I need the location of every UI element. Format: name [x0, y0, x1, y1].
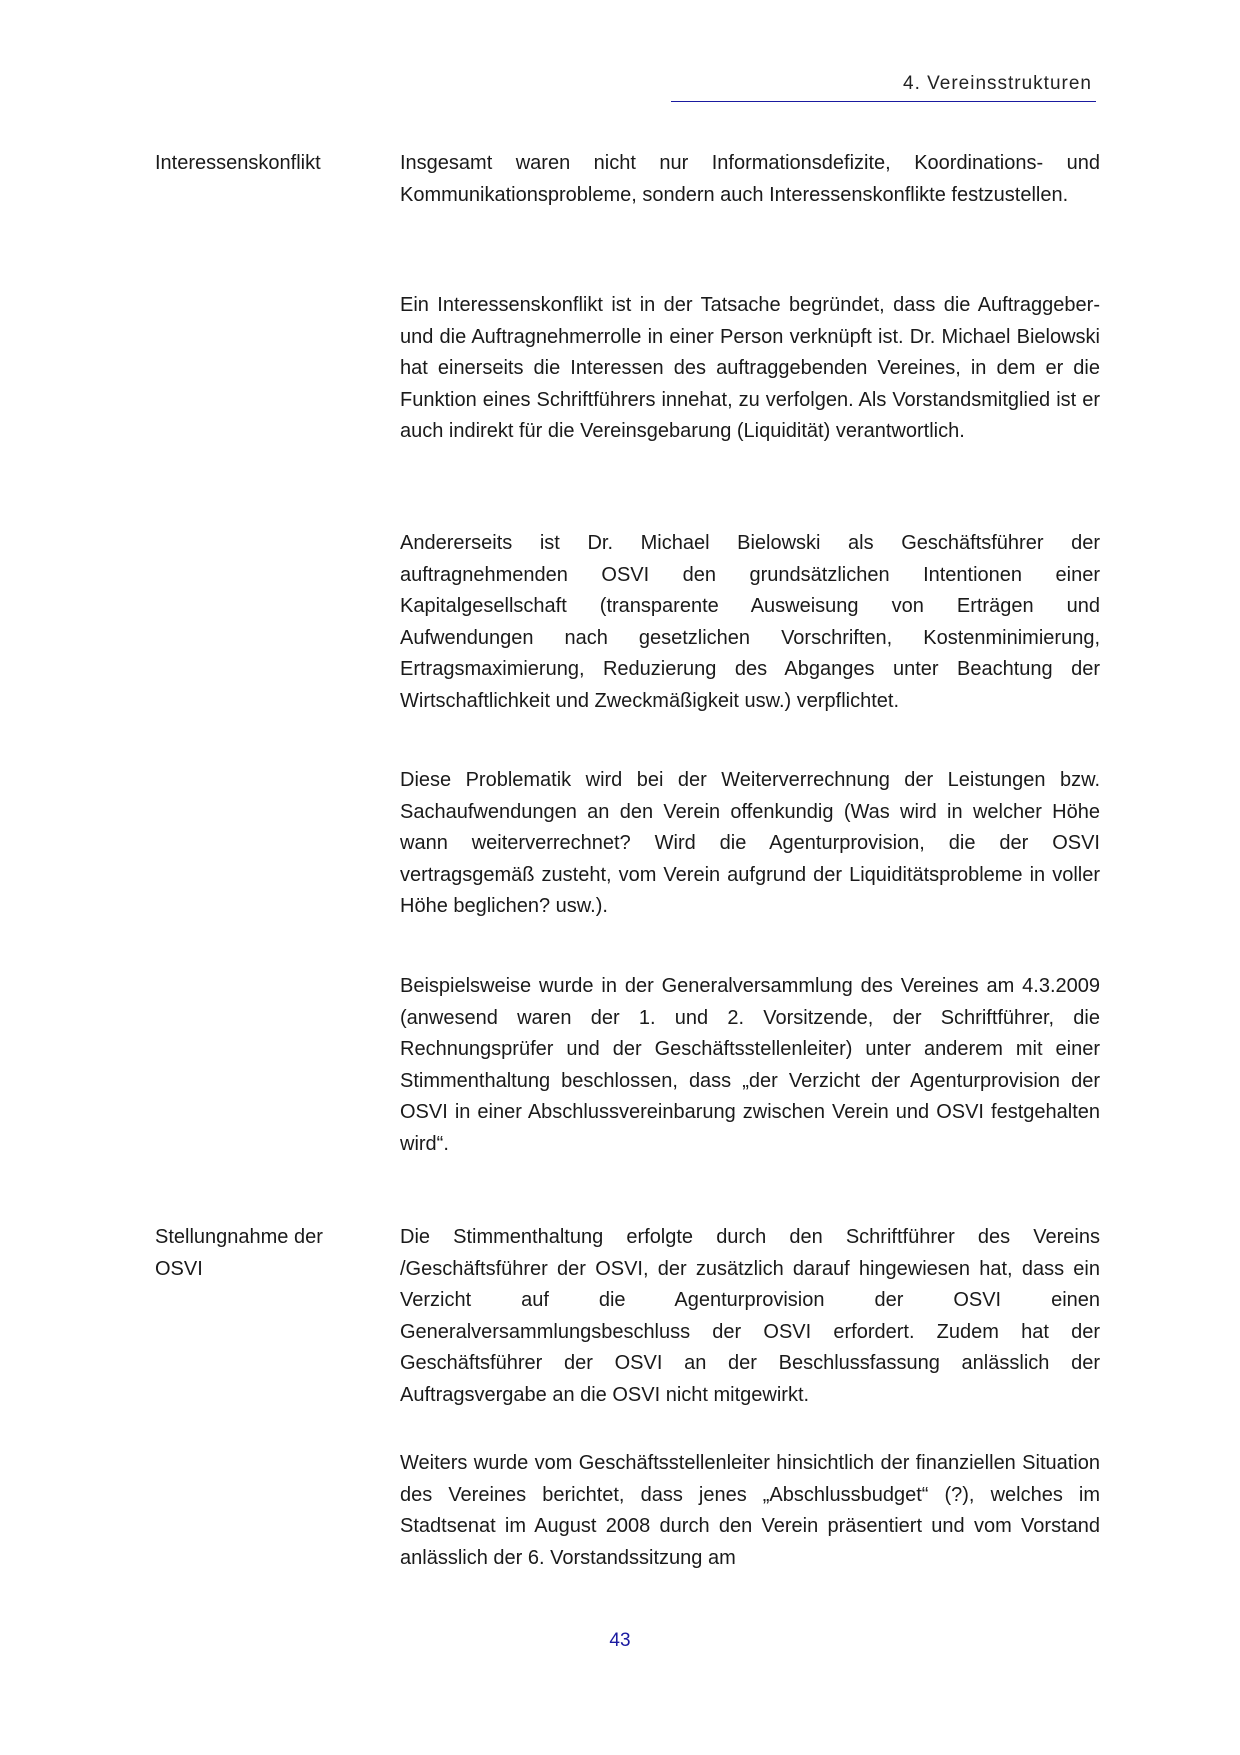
header-rule: [671, 101, 1096, 102]
paragraph-5: Beispielsweise wurde in der Generalversammlung des Vereines am 4.3.2009 (anwesend waren der 1. und 2. Vorsitzende, der Schriftführer, die Rechnungsprüfer und der Geschäftsstellenleiter) unter anderem mit einer Stimmenthaltung beschlossen, dass „der Verzicht der Agenturprovision der OSVI in einer Abschlussvereinbarung zwischen Verein und OSVI festgehalten wird“.: [400, 975, 1100, 1155]
paragraph-7: Weiters wurde vom Geschäftsstellenleiter hinsichtlich der finanziellen Situation des Vereines berichtet, dass jenes „Abschlussbudget“ (?), welches im Stadtsenat im August 2008 durch den Verein präsentiert und vom Vorstand anlässlich der 6. Vorstandssitzung am: [400, 1452, 1100, 1569]
paragraph-1: Insgesamt waren nicht nur Informationsdefizite, Koordinations- und Kommunikationsprobleme, sondern auch Interessenskonflikte festzustellen.: [400, 152, 1100, 206]
chapter-header: 4. Vereinsstrukturen: [903, 73, 1092, 94]
paragraph-2: Ein Interessenskonflikt ist in der Tatsache begründet, dass die Auftraggeber- und die Auftragnehmerrolle in einer Person verknüpft ist. Dr. Michael Bielowski hat einerseits die Interessen des auftraggebenden Vereines, in dem er die Funktion eines Schriftführers innehat, zu verfolgen. Als Vorstandsmitglied ist er auch indirekt für die Vereinsgebarung (Liquidität) verantwortlich.: [400, 294, 1100, 442]
margin-note-interessenskonflikt: Interessenskonflikt: [155, 152, 321, 174]
paragraph-6: Die Stimmenthaltung erfolgte durch den Schriftführer des Vereins /Geschäftsführer der OSVI, der zusätzlich darauf hingewiesen hat, dass ein Verzicht auf die Agenturprovision der OSVI einen Generalversammlungsbeschluss der OSVI erfordert. Zudem hat der Geschäftsführer der OSVI an der Beschlussfassung anlässlich der Auftragsvergabe an die OSVI nicht mitgewirkt.: [400, 1226, 1100, 1406]
paragraph-4: Diese Problematik wird bei der Weiterverrechnung der Leistungen bzw. Sachaufwendungen an den Verein offenkundig (Was wird in welcher Höhe wann weiterverrechnet? Wird die Agenturprovision, die der OSVI vertragsgemäß zusteht, vom Verein aufgrund der Liquiditätsprobleme in voller Höhe beglichen? usw.).: [400, 769, 1100, 917]
paragraph-3: Andererseits ist Dr. Michael Bielowski als Geschäftsführer der auftragnehmenden OSVI den grundsätzlichen Intentionen einer Kapitalgesellschaft (transparente Ausweisung von Erträgen und Aufwendungen nach gesetzlichen Vorschriften, Kostenminimierung, Ertragsmaximierung, Reduzierung des Abganges unter Beachtung der Wirtschaftlichkeit und Zweckmäßigkeit usw.) verpflichtet.: [400, 532, 1100, 712]
margin-note-stellungnahme: Stellungnahme der OSVI: [155, 1226, 323, 1280]
page-number: 43: [609, 1630, 631, 1651]
